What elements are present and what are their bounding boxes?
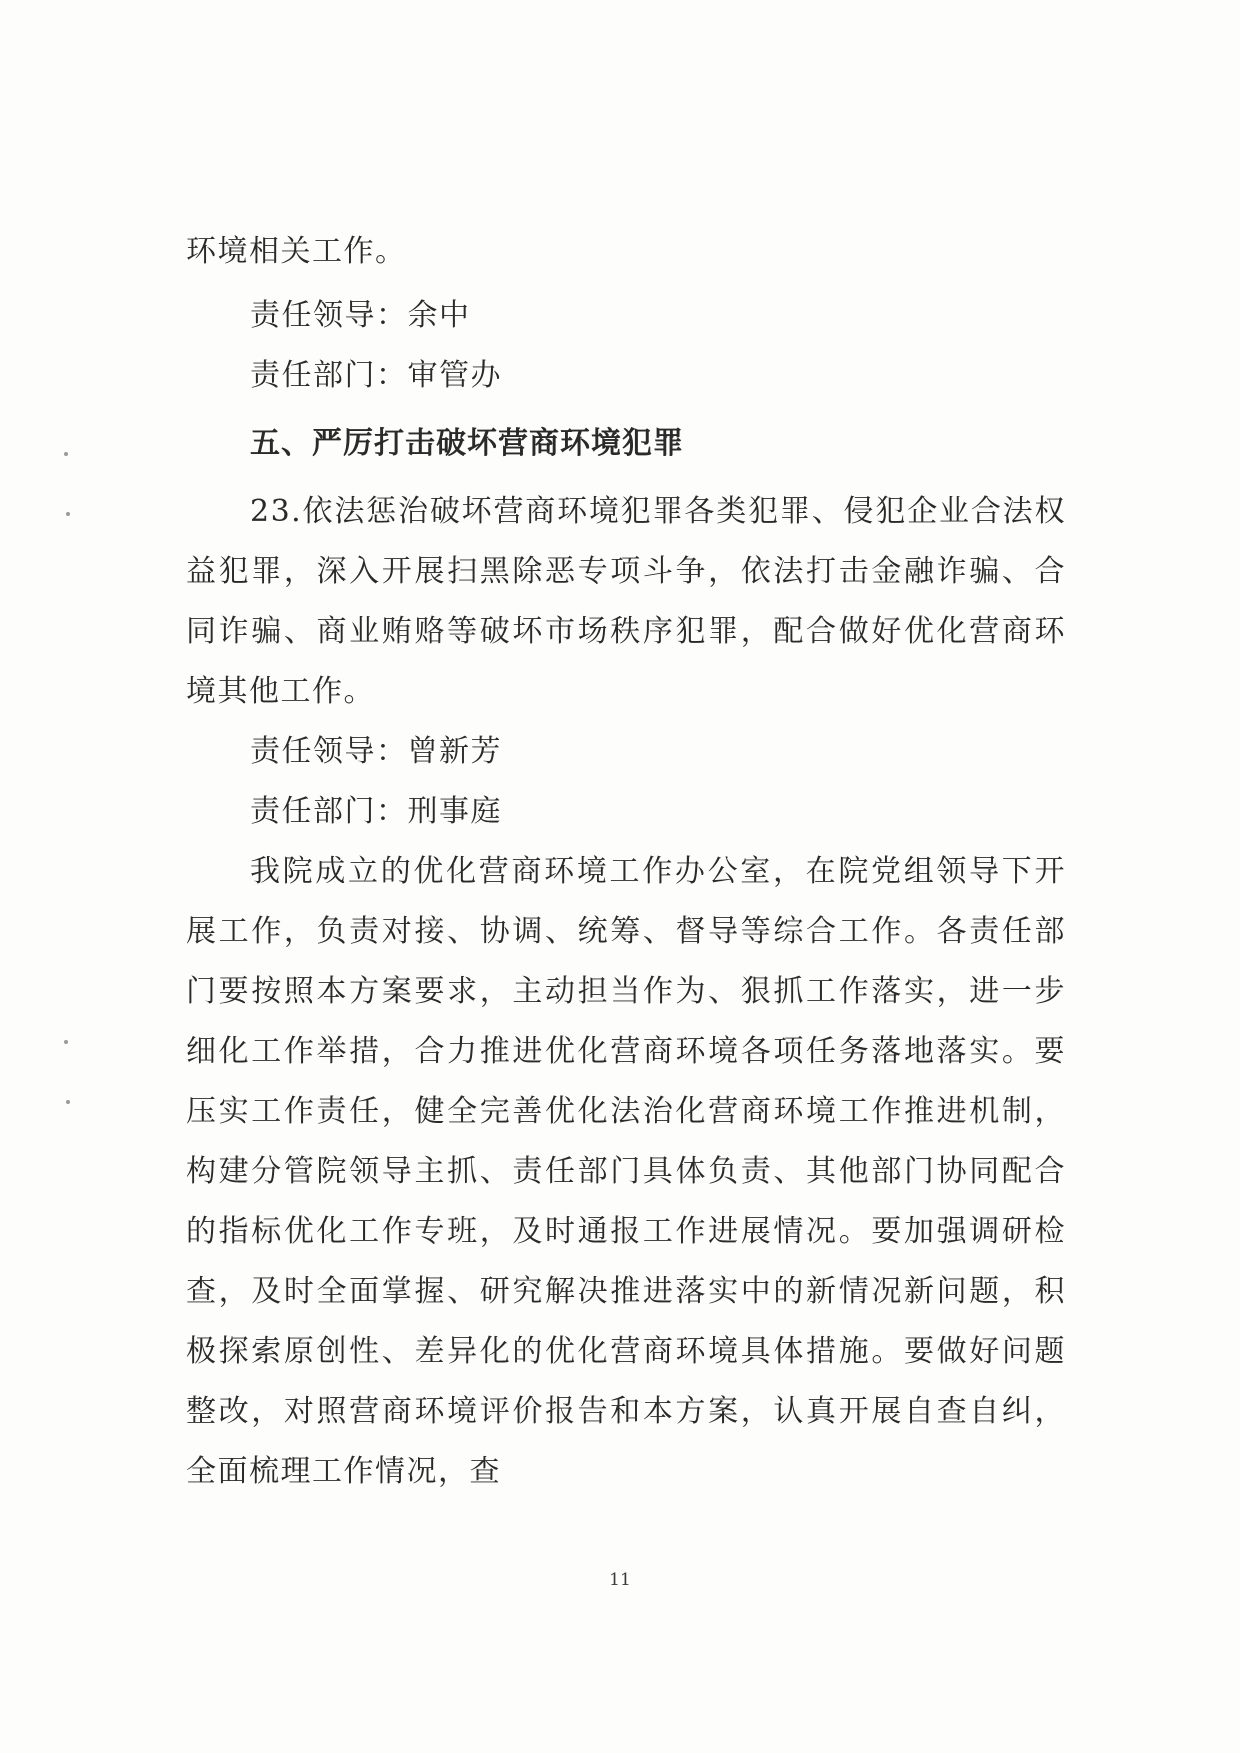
page-number: 11 — [609, 1570, 631, 1590]
scan-speck — [64, 452, 68, 456]
scan-speck — [66, 512, 70, 516]
responsible-leader: 责任领导：余中 — [250, 298, 471, 333]
responsible-leader: 责任领导：曾新芳 — [250, 734, 502, 769]
section-heading: 五、严厉打击破坏营商环境犯罪 — [250, 426, 684, 461]
document-body — [186, 222, 1066, 1502]
responsible-department: 责任部门：审管办 — [250, 358, 502, 393]
responsible-department: 责任部门：刑事庭 — [250, 794, 502, 829]
item-paragraph: 23.依法惩治破坏营商环境犯罪各类犯罪、侵犯企业合法权益犯罪，深入开展扫黑除恶专项斗争，依法打击金融诈骗、合同诈骗、商业贿赂等破坏市场秩序犯罪，配合做好优化营商环境其他工作。 — [186, 494, 1066, 709]
scan-speck — [66, 1100, 70, 1104]
closing-paragraph: 我院成立的优化营商环境工作办公室，在院党组领导下开展工作，负责对接、协调、统筹、督导等综合工作。各责任部门要按照本方案要求，主动担当作为、狠抓工作落实，进一步细化工作举措，合力推进优化营商环境各项任务落地落实。要压实工作责任，健全完善优化法治化营商环境工作推进机制，构建分管院领导主抓、责任部门具体负责、其他部门协同配合的指标优化工作专班，及时通报工作进展情况。要加强调研检查，及时全面掌握、研究解决推进落实中的新情况新问题，积极探索原创性、差异化的优化营商环境具体措施。要做好问题整改，对照营商环境评价报告和本方案，认真开展自查自纠，全面梳理工作情况，查 — [186, 854, 1066, 1489]
text-line: 环境相关工作。 — [186, 234, 407, 269]
scan-speck — [64, 1040, 68, 1044]
